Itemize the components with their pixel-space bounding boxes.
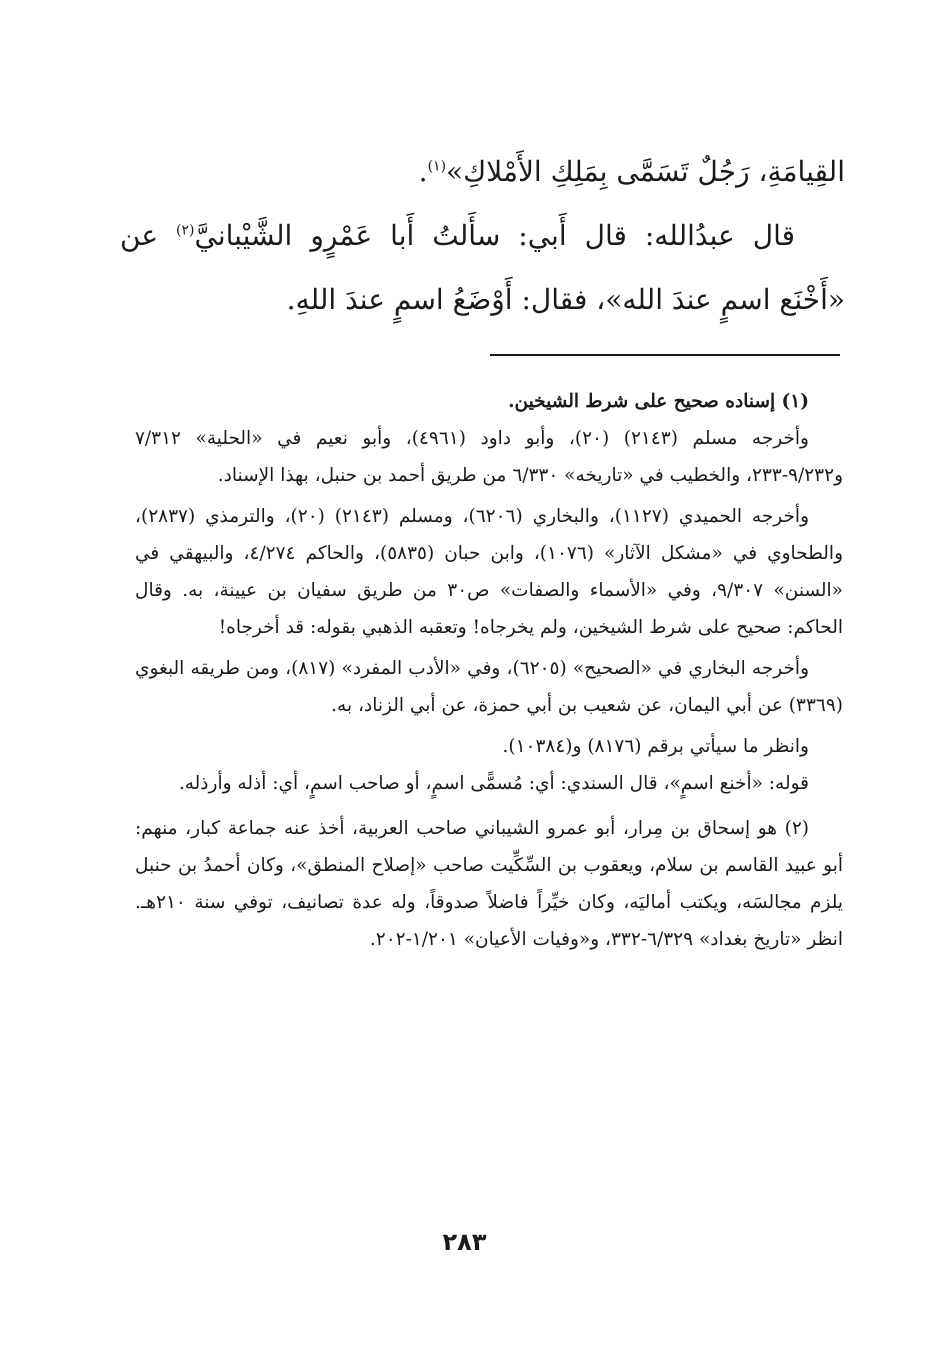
footnote-2: (٢) هو إسحاق بن مِرار، أبو عمرو الشيباني صاحب العربية، أخذ عنه جماعة كبار، منهم: أبو عبيد القاسم بن سلام، ويعقوب بن السِّكِّيت صاحب «إصلاح المنطق»، وكان أحمدُ بن حنبل يلزم مجالسَه، ويكتب أماليَه، وكان خيِّراً فاضلاً صدوقاً، وله عدة تصانيف، توفي سنة ٢١٠هـ. انظر «تاريخ بغداد» ٦/٣٢٩-٣٣٢، و«وفيات الأعيان» ١/٢٠١-٢٠٢. (135, 818, 843, 950)
footnote-1-paragraph-1: وأخرجه مسلم (٢١٤٣) (٢٠)، وأبو داود (٤٩٦١)، وأبو نعيم في «الحلية» ٧/٣١٢ و٩/٢٣٢-٢٣٣، والخطيب في «تاريخه» ٦/٣٣٠ من طريق أحمد بن حنبل، بهذا الإسناد. (135, 428, 843, 486)
main-text (120, 140, 845, 332)
main-paragraph-2-text-b: عن «أَخْنَع اسمٍ عندَ الله»، فقال: أَوْضَعُ اسمٍ عندَ اللهِ. (120, 219, 845, 316)
main-line-1-text: القِيامَةِ، رَجُلٌ تَسَمَّى بِمَلِكِ الأَمْلاكِ» (446, 155, 845, 188)
footnote-1-paragraph-3: وأخرجه البخاري في «الصحيح» (٦٢٠٥)، وفي «الأدب المفرد» (٨١٧)، ومن طريقه البغوي (٣٣٦٩) عن أبي اليمان، عن شعيب بن أبي حمزة، عن أبي الزناد، به. (135, 658, 843, 716)
footnote-ref-2[interactable]: (٢) (176, 222, 195, 239)
footnote-1-paragraph-4: وانظر ما سيأتي برقم (٨١٧٦) و(١٠٣٨٤). (502, 736, 809, 757)
footnote-1-paragraph-5: قوله: «أخنع اسمٍ»، قال السندي: أي: مُسمًّى اسمٍ، أو صاحب اسمٍ، أي: أذله وأرذله. (178, 773, 809, 794)
main-line-1 (120, 140, 845, 204)
footnote-separator (490, 354, 840, 356)
page-number: ٢٨٣ (442, 1228, 487, 1256)
main-line-1-end: . (418, 155, 428, 188)
main-paragraph-2-text-a: قال عبدُالله: قال أَبي: سأَلتُ أَبا عَمْرٍو الشَّيْبانيَّ (194, 219, 795, 252)
footnote-1-heading: (١) إسناده صحيح على شرط الشيخين. (508, 391, 809, 412)
footnotes (135, 383, 843, 958)
main-paragraph-2 (120, 204, 845, 332)
footnote-ref-1[interactable]: (١) (427, 158, 447, 175)
footnote-1-paragraph-2: وأخرجه الحميدي (١١٢٧)، والبخاري (٦٢٠٦)، ومسلم (٢١٤٣) (٢٠)، والترمذي (٢٨٣٧)، والطحاوي في «مشكل الآثار» (١٠٧٦)، وابن حبان (٥٨٣٥)، والحاكم ٤/٢٧٤، والبيهقي في «السنن» ٩/٣٠٧، وفي «الأسماء والصفات» ص٣٠ من طريق سفيان بن عيينة، به. وقال الحاكم: صحيح على شرط الشيخين، ولم يخرجاه! وتعقبه الذهبي بقوله: قد أخرجاه! (135, 506, 844, 638)
